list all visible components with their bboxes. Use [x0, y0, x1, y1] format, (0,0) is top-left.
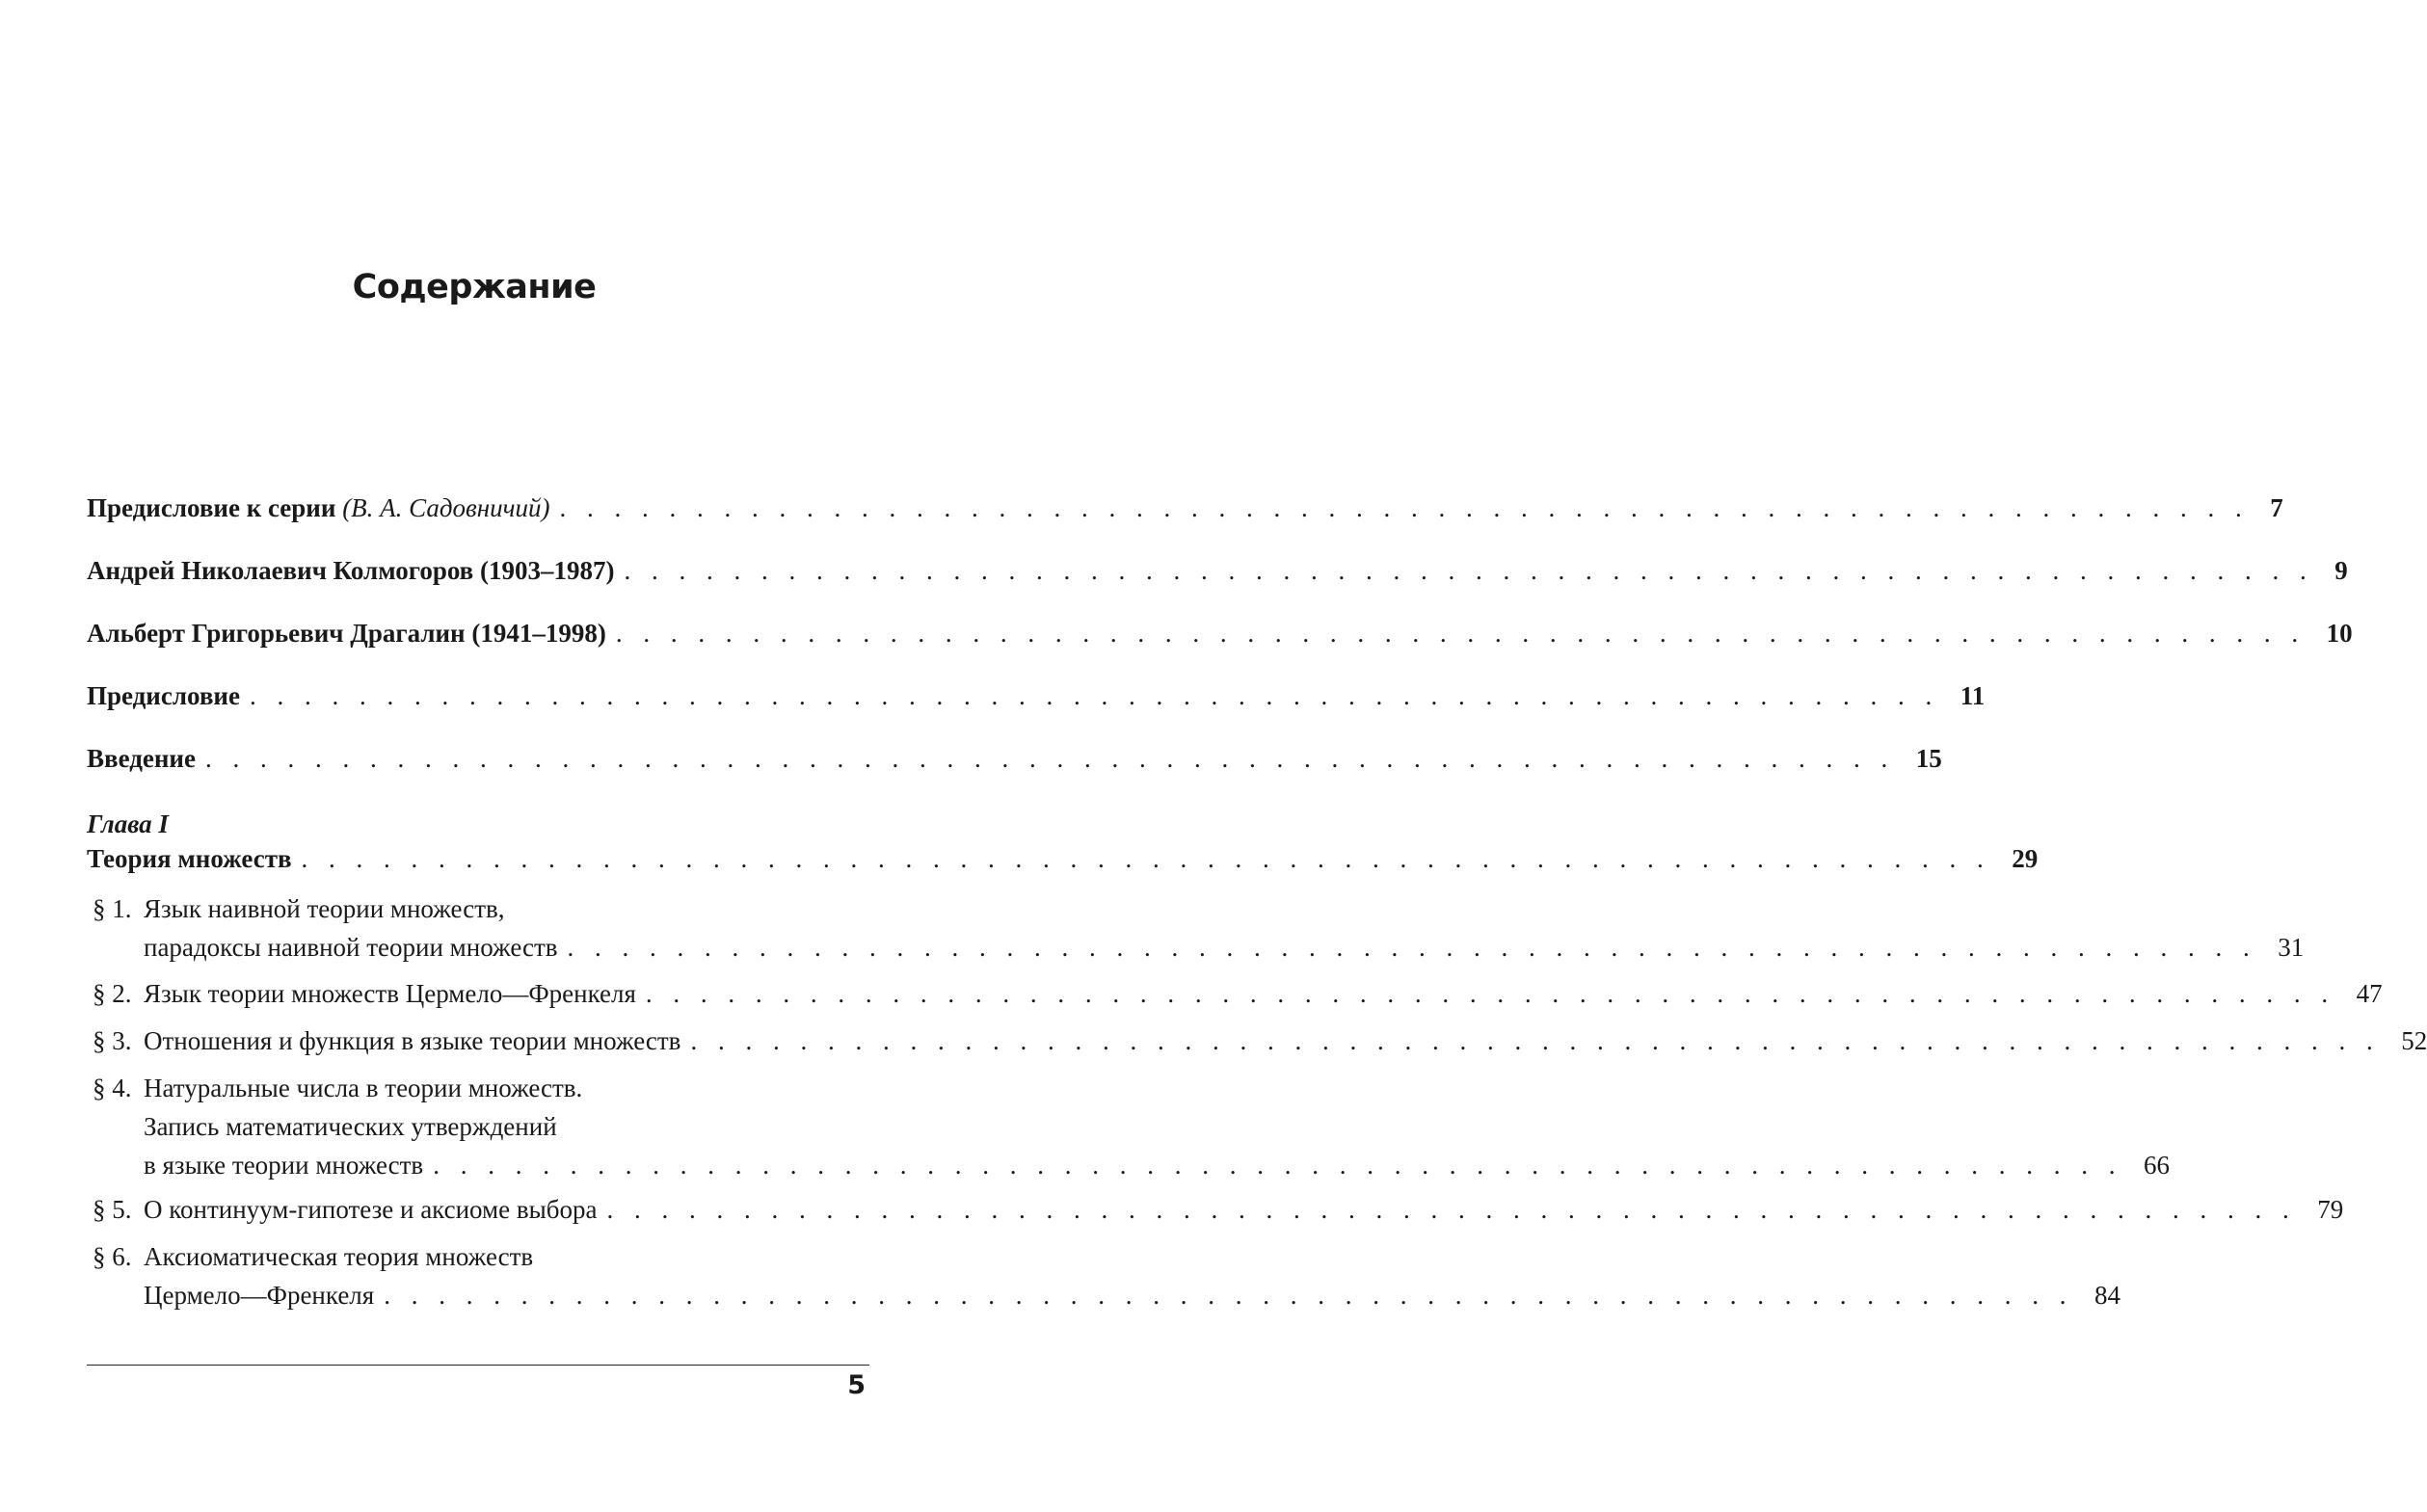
dot-leader: . . . . . . . . . . . . . . . . . . . . . . . . . . . . . . . . . . . . . . . . . . . . . . . . . . . . . . . . . . . . . . [690, 1026, 2381, 1055]
entry-page: 29 [2012, 844, 2039, 873]
section-line: О континуум-гипотезе и аксиоме выбора [144, 1195, 598, 1224]
page-number: 5 [847, 1370, 866, 1400]
toc-entry-series-preface[interactable] [87, 491, 2283, 524]
section-number: § 1. [93, 894, 132, 923]
section-line: Запись математических утверждений [144, 1112, 557, 1141]
section-line: Натуральные числа в теории множеств. [144, 1074, 583, 1102]
dot-leader: . . . . . . . . . . . . . . . . . . . . . . . . . . . . . . . . . . . . . . . . . . . . . . . . . . . . . . . . . . . . . . [624, 556, 2314, 585]
entry-author: (В. А. Садовничий) [342, 493, 550, 522]
section-line: Отношения и функция в языке теории множеств [144, 1026, 681, 1055]
section-number: § 3. [93, 1026, 132, 1055]
entry-page: 15 [1915, 744, 1942, 773]
chapter-label: Глава I [87, 809, 169, 838]
toc-entry-chapter-title[interactable] [87, 842, 2039, 875]
toc-entry-preface[interactable] [87, 679, 1986, 712]
section-number: § 4. [93, 1074, 132, 1102]
dot-leader: . . . . . . . . . . . . . . . . . . . . . . . . . . . . . . . . . . . . . . . . . . . . . . . . . . . . . . . . . . . . . . [606, 1195, 2297, 1224]
dot-leader: . . . . . . . . . . . . . . . . . . . . . . . . . . . . . . . . . . . . . . . . . . . . . . . . . . . . . . . . . . . . . . [204, 744, 1895, 773]
dot-leader: . . . . . . . . . . . . . . . . . . . . . . . . . . . . . . . . . . . . . . . . . . . . . . . . . . . . . . . . . . . . . . [433, 1151, 2122, 1180]
section-page: 31 [2278, 933, 2305, 962]
section-page: 79 [2317, 1195, 2344, 1224]
section-line: Язык наивной теории множеств, [144, 894, 505, 923]
section-page: 66 [2143, 1151, 2170, 1180]
entry-label: Предисловие [87, 681, 240, 710]
section-number: § 6. [93, 1242, 132, 1271]
dot-leader: . . . . . . . . . . . . . . . . . . . . . . . . . . . . . . . . . . . . . . . . . . . . . . . . . . . . . . . . . . . . . . [301, 844, 1991, 873]
dot-leader: . . . . . . . . . . . . . . . . . . . . . . . . . . . . . . . . . . . . . . . . . . . . . . . . . . . . . . . . . . . . . . [249, 681, 1939, 710]
section-page: 52 [2401, 1026, 2427, 1055]
chapter-title: Теория множеств [87, 844, 292, 873]
section-number: § 5. [93, 1195, 132, 1224]
entry-page: 11 [1960, 681, 1986, 710]
section-line: Аксиоматическая теория множеств [144, 1242, 534, 1271]
toc-entry-introduction[interactable] [87, 742, 1942, 775]
dot-leader: . . . . . . . . . . . . . . . . . . . . . . . . . . . . . . . . . . . . . . . . . . . . . . . . . . . . . . . . . . . . . . [645, 979, 2335, 1008]
entry-label: Андрей Николаевич Колмогоров (1903–1987) [87, 556, 615, 585]
toc-entry-kolmogorov[interactable] [87, 554, 2348, 587]
entry-label: Предисловие к серии [87, 493, 336, 522]
footer-rule [87, 1365, 869, 1366]
entry-page: 7 [2270, 493, 2283, 522]
section-number: § 2. [93, 979, 132, 1008]
dot-leader: . . . . . . . . . . . . . . . . . . . . . . . . . . . . . . . . . . . . . . . . . . . . . . . . . . . . . . . . . . . . . . [615, 619, 2306, 648]
entry-page: 9 [2334, 556, 2348, 585]
section-page: 47 [2356, 979, 2383, 1008]
section-line: парадоксы наивной теории множеств [144, 933, 558, 962]
entry-label: Введение [87, 744, 196, 773]
entry-page: 10 [2326, 619, 2353, 648]
section-line: в языке теории множеств [144, 1151, 424, 1180]
section-page: 84 [2094, 1281, 2120, 1310]
toc-entry-dragalin[interactable] [87, 617, 2353, 650]
section-line: Язык теории множеств Цермело—Френкеля [144, 979, 636, 1008]
section-line: Цермело—Френкеля [144, 1281, 375, 1310]
entry-label: Альберт Григорьевич Драгалин (1941–1998) [87, 619, 606, 648]
dot-leader: . . . . . . . . . . . . . . . . . . . . . . . . . . . . . . . . . . . . . . . . . . . . . . . . . . . . . . . . . . . . . . [384, 1281, 2073, 1310]
dot-leader: . . . . . . . . . . . . . . . . . . . . . . . . . . . . . . . . . . . . . . . . . . . . . . . . . . . . . . . . . . . . . . [559, 493, 2250, 522]
dot-leader: . . . . . . . . . . . . . . . . . . . . . . . . . . . . . . . . . . . . . . . . . . . . . . . . . . . . . . . . . . . . . . [567, 933, 2257, 962]
page-title: Содержание [352, 268, 597, 306]
